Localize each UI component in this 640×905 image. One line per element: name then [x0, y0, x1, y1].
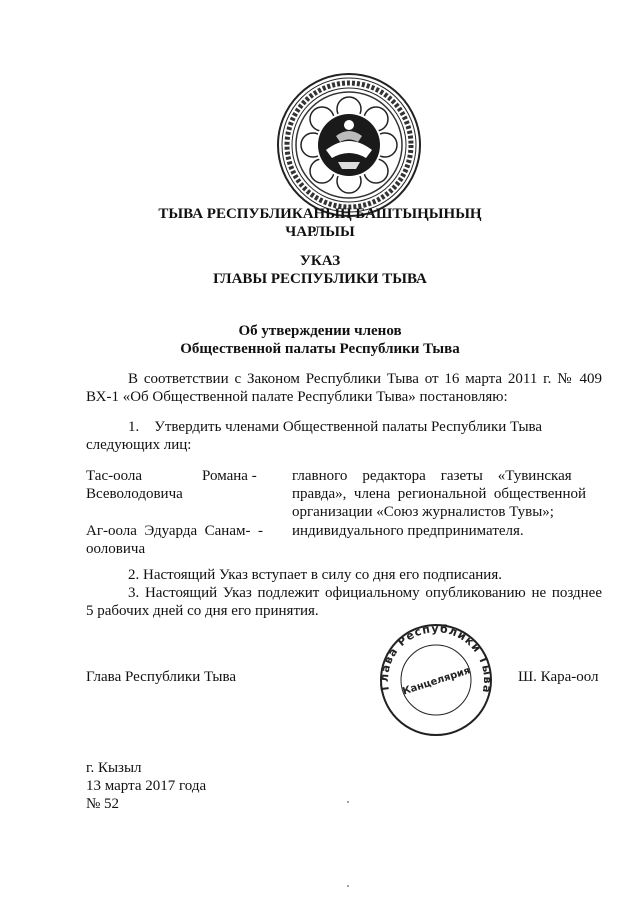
scan-speck [347, 885, 349, 887]
member-name-line1: Тас-оола Романа - [86, 468, 257, 484]
item1-line2: следующих лиц: [86, 437, 192, 453]
member-name-line2: ооловича [86, 541, 146, 557]
member-desc-line2: правда», члена региональной общественной [292, 486, 587, 502]
member-name-line2: Всеволодовича [86, 486, 183, 502]
item3-line1: 3. Настоящий Указ подлежит официальному опубликованию не позднее [128, 585, 602, 601]
title-ru-line2: ГЛАВЫ РЕСПУБЛИКИ ТЫВА [213, 271, 427, 287]
signature-name: Ш. Кара-оол [518, 669, 599, 685]
item1-line1: 1. Утвердить членами Общественной палаты Республики Тыва [128, 419, 543, 435]
item3-line2: 5 рабочих дней со дня его принятия. [86, 603, 319, 619]
office-stamp [375, 618, 497, 736]
footer-number: № 52 [86, 796, 120, 812]
item2-text: 2. Настоящий Указ вступает в силу со дня его подписания. [128, 567, 502, 583]
title-tuvan-line2: ЧАРЛЫЫ [285, 224, 355, 240]
title-ru-line1: УКАЗ [299, 253, 341, 269]
member-desc-line3: организации «Союз журналистов Тувы»; [292, 504, 554, 520]
footer-city: г. Кызыл [86, 760, 142, 776]
signature-position: Глава Республики Тыва [86, 669, 237, 685]
intro-line1: В соответствии с Законом Республики Тыва от 16 марта 2011 г. № 409 [128, 371, 602, 387]
svg-text:Канцелярия: Канцелярия [401, 665, 472, 698]
subject-line1: Об утверждении членов [238, 323, 402, 339]
intro-line2: ВХ-1 «Об Общественной палате Республики Тыва» постановляю: [86, 389, 508, 405]
member-desc-line1: главного редактора газеты «Тувинская [292, 468, 572, 484]
republic-emblem-icon [276, 72, 422, 218]
title-tuvan-line1: ТЫВА РЕСПУБЛИКАНЫҢ БАШТЫҢЫНЫҢ [158, 206, 482, 222]
svg-text:Глава Республики Тыва: Глава Республики Тыва [377, 622, 495, 695]
member-name-line1: Аг-оола Эдуарда Санам- - [86, 523, 263, 539]
footer-date: 13 марта 2017 года [86, 778, 207, 794]
scan-speck [347, 801, 349, 803]
member-desc-line1: индивидуального предпринимателя. [292, 523, 524, 539]
subject-line2: Общественной палаты Республики Тыва [180, 341, 460, 357]
